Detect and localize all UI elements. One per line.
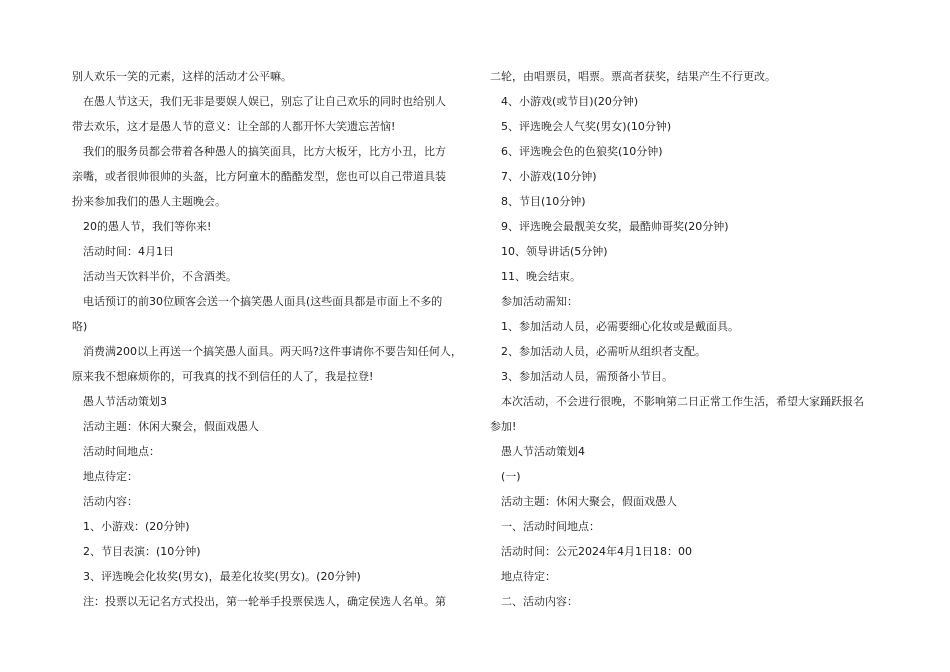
text-line: 参加活动需知： [501,295,578,308]
text-line: 扮来参加我们的愚人主题晚会。 [72,195,226,208]
right-column [490,64,890,614]
text-line: 亲嘴，或者很帅很帅的头盔，比方阿童木的酷酷发型，您也可以自己带道具装 [72,170,446,183]
text-line: 愚人节活动策划3 [83,395,167,408]
text-line: 8、节目(10分钟) [501,195,586,208]
text-line: 活动主题：休闲大聚会，假面戏愚人 [501,495,677,508]
text-line: 注：投票以无记名方式投出，第一轮举手投票侯选人，确定侯选人名单。第 [83,595,446,608]
text-line: 2、参加活动人员，必需听从组织者支配。 [501,345,706,358]
text-line: 10、领导讲话(5分钟) [501,245,608,258]
text-line: 参加! [490,420,517,433]
text-line: 3、评选晚会化妆奖(男女)，最差化妆奖(男女)。(20分钟) [83,570,361,583]
text-line: 别人欢乐一笑的元素，这样的活动才公平嘛。 [72,70,292,83]
text-line: 二轮，由唱票员，唱票。票高者获奖，结果产生不行更改。 [490,70,776,83]
text-line: 活动当天饮料半价，不含酒类。 [83,270,237,283]
text-line: 活动时间地点： [83,445,160,458]
text-line: 一、活动时间地点： [501,520,600,533]
text-line: 在愚人节这天，我们无非是要娱人娱已，别忘了让自己欢乐的同时也给别人 [83,95,446,108]
text-line: 活动时间：公元2024年4月1日18：00 [501,545,692,558]
text-line: 2、节目表演：(10分钟) [83,545,201,558]
text-line: 消费满200以上再送一个搞笑愚人面具。两天吗?这件事请你不要告知任何人， [83,345,462,358]
left-column [72,64,468,614]
text-line: 5、评选晚会人气奖(男女)(10分钟) [501,120,672,133]
text-line: 20的愚人节，我们等你来! [83,220,212,233]
text-line: 带去欢乐，这才是愚人节的意义：让全部的人都开怀大笑遗忘苦恼! [72,120,396,133]
text-line: 原来我不想麻烦你的，可我真的找不到信任的人了，我是拉登! [72,370,374,383]
text-line: (一) [501,470,521,483]
text-line: 1、参加活动人员，必需要细心化妆或是戴面具。 [501,320,739,333]
text-line: 7、小游戏(10分钟) [501,170,597,183]
text-line: 电话预订的前30位顾客会送一个搞笑愚人面具(这些面具都是市面上不多的 [83,295,443,308]
text-line: 6、评选晚会色的色狼奖(10分钟) [501,145,663,158]
text-line: 本次活动，不会进行很晚，不影响第二日正常工作生活，希望大家踊跃报名 [501,395,864,408]
text-line: 咯) [72,320,88,333]
text-line: 愚人节活动策划4 [501,445,585,458]
text-line: 地点待定： [501,570,556,583]
text-line: 1、小游戏：(20分钟) [83,520,190,533]
text-line: 4、小游戏(或节目)(20分钟) [501,95,639,108]
text-line: 活动时间：4月1日 [83,245,174,258]
text-line: 地点待定： [83,470,138,483]
text-line: 活动主题：休闲大聚会，假面戏愚人 [83,420,259,433]
text-line: 我们的服务员都会带着各种愚人的搞笑面具，比方大板牙，比方小丑，比方 [83,145,446,158]
text-line: 活动内容： [83,495,138,508]
text-line: 9、评选晚会最靓美女奖，最酷帅哥奖(20分钟) [501,220,729,233]
text-line: 11、晚会结束。 [501,270,581,283]
text-line: 3、参加活动人员，需预备小节目。 [501,370,673,383]
text-line: 二、活动内容： [501,595,578,608]
